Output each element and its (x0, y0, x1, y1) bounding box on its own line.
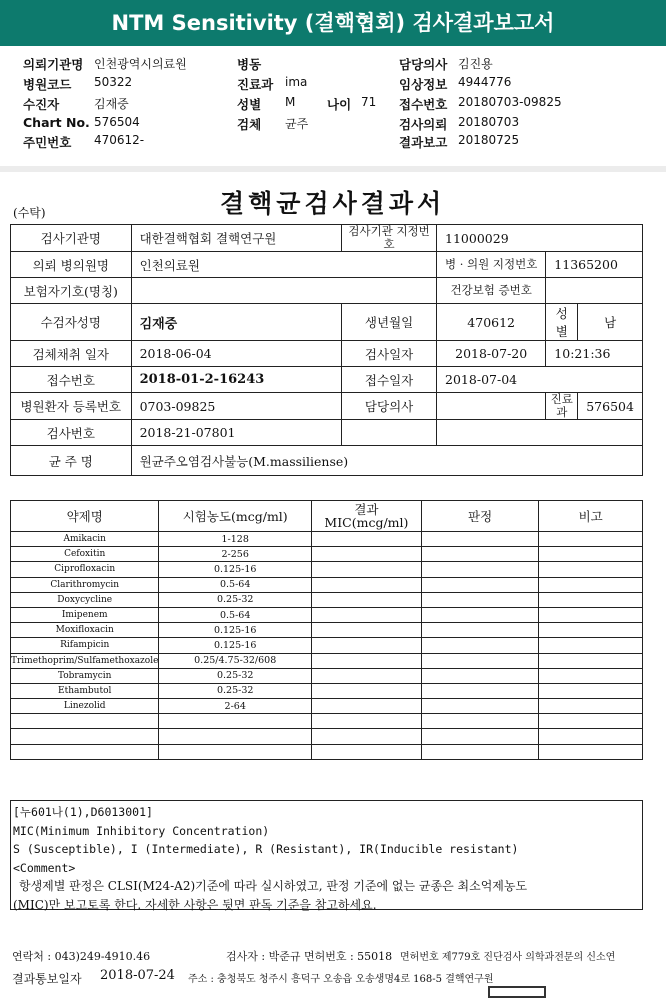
drug-row (11, 714, 643, 729)
drug-row (11, 547, 643, 562)
drug-row (11, 607, 643, 622)
test-concentration: 2-256 (159, 547, 312, 562)
collect-label: 검체채취 일자 (11, 341, 132, 367)
lab-no-label: 검사기관 지정번호 (342, 225, 437, 252)
drug-name: Trimethoprim/Sulfamethoxazole (11, 653, 159, 668)
dept-row: 진료과 ima (237, 75, 308, 92)
drug-row (11, 532, 643, 547)
sex-row: 성별 M (237, 95, 296, 112)
insurer-label: 보험자기호(명칭) (11, 278, 132, 304)
receipt-value: 2018-01-2-16243 (131, 367, 342, 393)
notes-box (10, 800, 643, 910)
mic-result (311, 562, 421, 577)
consignment-mark: (수탁) (13, 206, 46, 220)
strain-value: 원균주오염검사불능(M.massiliense) (131, 446, 642, 476)
judgement (421, 547, 539, 562)
hosp-no-value: 11365200 (546, 252, 643, 278)
scanned-result-document (0, 172, 666, 1000)
remark (539, 714, 643, 729)
judgement (421, 592, 539, 607)
judgement (421, 683, 539, 698)
mic-result (311, 668, 421, 683)
mic-result (311, 607, 421, 622)
drug-row (11, 577, 643, 592)
test-concentration: 0.5-64 (159, 607, 312, 622)
remark (539, 668, 643, 683)
patient-label: 수검자성명 (11, 304, 132, 341)
test-concentration: 0.25-32 (159, 683, 312, 698)
physician-value (437, 393, 546, 420)
mic-result (311, 729, 421, 744)
remark (539, 562, 643, 577)
note-comment-heading: <Comment> (13, 860, 76, 875)
test-concentration (159, 744, 312, 759)
drug-row (11, 623, 643, 638)
empty-cell (437, 420, 643, 446)
patient-value: 김재중 (131, 304, 342, 341)
examiner: 검사자 : 박준규 면허번호 : 55018 (226, 950, 393, 963)
remark (539, 577, 643, 592)
drug-name: Imipenem (11, 607, 159, 622)
drug-row (11, 653, 643, 668)
dept-label: 진료과 (546, 393, 578, 420)
report-header (0, 46, 666, 166)
drug-row (11, 699, 643, 714)
drug-row (11, 562, 643, 577)
examinee-row: 수진자 김재중 (23, 97, 129, 112)
seal-stamp (488, 986, 546, 998)
mic-result (311, 744, 421, 759)
remark (539, 547, 643, 562)
test-concentration: 0.25/4.75-32/608 (159, 653, 312, 668)
remark (539, 623, 643, 638)
test-concentration: 0.125-16 (159, 623, 312, 638)
document-title: 결핵균검사결과서 (220, 189, 446, 218)
hospital-code-row: 병원코드 50322 (23, 75, 133, 92)
contact: 연락처 : 043)249-4910.46 (12, 950, 151, 963)
test-date-label: 검사일자 (342, 341, 437, 367)
drug-name (11, 714, 159, 729)
judgement (421, 653, 539, 668)
address: 주소 : 충청북도 청주시 흥덕구 오송읍 오송생명4로 168-5 결핵연구원 (188, 974, 494, 985)
test-concentration: 1-128 (159, 532, 312, 547)
judgement (421, 607, 539, 622)
req-hosp-label: 의뢰 병의원명 (11, 252, 132, 278)
remark (539, 699, 643, 714)
drug-row (11, 729, 643, 744)
request-row: 검사의뢰 20180703 (399, 115, 520, 132)
drug-row (11, 668, 643, 683)
remark (539, 592, 643, 607)
hosp-no-label: 병 · 의원 지정번호 (437, 252, 546, 278)
mic-result (311, 714, 421, 729)
drug-name: Rifampicin (11, 638, 159, 653)
drug-rows (11, 532, 643, 760)
collect-value: 2018-06-04 (131, 341, 342, 367)
receipt-date-label: 접수일자 (342, 367, 437, 393)
judgement (421, 699, 539, 714)
test-no-label: 검사번호 (11, 420, 132, 446)
chart-no-row: Chart No. 576504 (23, 115, 140, 130)
remark (539, 607, 643, 622)
header-mic: 결과 MIC(mcg/ml) (311, 501, 421, 532)
sex-label: 성별 (546, 304, 578, 341)
judgement (421, 623, 539, 638)
health-ins-value (546, 278, 643, 304)
header-judgement: 판정 (421, 501, 539, 532)
drug-name: Ciprofloxacin (11, 562, 159, 577)
health-ins-label: 건강보험 증번호 (437, 278, 546, 304)
lab-no-value: 11000029 (437, 225, 643, 252)
mic-result (311, 592, 421, 607)
remark (539, 744, 643, 759)
test-time-value: 10:21:36 (546, 341, 643, 367)
judgement (421, 668, 539, 683)
drug-name: Moxifloxacin (11, 623, 159, 638)
drug-name: Ethambutol (11, 683, 159, 698)
lab-label: 검사기관명 (11, 225, 132, 252)
institution-row: 의뢰기관명 인천광역시의료원 (23, 57, 187, 72)
header-drug: 약제명 (11, 501, 159, 532)
mic-result (311, 638, 421, 653)
receipt-date-value: 2018-07-04 (437, 367, 643, 393)
lab-value: 대한결핵협회 결핵연구원 (131, 225, 342, 252)
remark (539, 638, 643, 653)
mic-result (311, 532, 421, 547)
patient-info-table (10, 224, 643, 476)
remark (539, 683, 643, 698)
test-concentration: 0.125-16 (159, 638, 312, 653)
hosp-reg-value: 0703-09825 (131, 393, 342, 420)
drug-name (11, 744, 159, 759)
drug-name: Linezolid (11, 699, 159, 714)
receipt-no-row: 접수번호 20180703-09825 (399, 95, 562, 112)
test-concentration: 0.25-32 (159, 592, 312, 607)
header-concentration: 시험농도(mcg/ml) (159, 501, 312, 532)
physician-label: 담당의사 (342, 393, 437, 420)
sex-value: 남 (578, 304, 643, 341)
empty-cell (342, 420, 437, 446)
judgement (421, 729, 539, 744)
report-row: 결과보고 20180725 (399, 133, 520, 150)
header-note: 비고 (539, 501, 643, 532)
drug-name: Tobramycin (11, 668, 159, 683)
mic-result (311, 623, 421, 638)
note-comment-line2: (MIC)만 보고토록 한다. 자세한 사항은 뒷면 판독 기준을 참고하세요. (13, 897, 377, 912)
license: 면허번호 제779호 진단검사 의학과전문의 신소연 (400, 952, 616, 963)
drug-name: Cefoxitin (11, 547, 159, 562)
drug-name (11, 729, 159, 744)
notify-label: 결과통보일자 (12, 972, 82, 986)
insurer-value (131, 278, 436, 304)
dob-value: 470612 (437, 304, 546, 341)
remark (539, 532, 643, 547)
mic-result (311, 699, 421, 714)
susceptibility-table (10, 500, 643, 760)
clinical-row: 임상정보 4944776 (399, 75, 512, 92)
note-comment-line1: 항생제별 판정은 CLSI(M24-A2)기준에 따라 실시하였고, 판정 기준에 없는 균종은 최소억제농도 (19, 879, 528, 893)
dept-value: 576504 (578, 393, 643, 420)
drug-name: Clarithromycin (11, 577, 159, 592)
judgement (421, 562, 539, 577)
test-concentration (159, 714, 312, 729)
note-code: [누601나(1),D6013001] (13, 805, 153, 819)
dob-label: 생년월일 (342, 304, 437, 341)
mic-result (311, 653, 421, 668)
strain-label: 균 주 명 (11, 446, 132, 476)
report-title: NTM Sensitivity (결핵협회) 검사결과보고서 (0, 0, 666, 46)
specimen-row: 검체 균주 (237, 117, 309, 132)
notify-date: 2018-07-24 (100, 968, 175, 983)
hosp-reg-label: 병원환자 등록번호 (11, 393, 132, 420)
drug-row (11, 744, 643, 759)
ward-row: 병동 (237, 57, 262, 72)
judgement (421, 532, 539, 547)
test-concentration: 0.25-32 (159, 668, 312, 683)
judgement (421, 638, 539, 653)
note-mic-definition: MIC(Minimum Inhibitory Concentration) (13, 823, 270, 838)
drug-row (11, 592, 643, 607)
mic-result (311, 547, 421, 562)
judgement (421, 744, 539, 759)
remark (539, 729, 643, 744)
test-concentration: 2-64 (159, 699, 312, 714)
resident-no-row: 주민번호 470612- (23, 133, 145, 150)
drug-name: Doxycycline (11, 592, 159, 607)
receipt-label: 접수번호 (11, 367, 132, 393)
test-no-value: 2018-21-07801 (131, 420, 342, 446)
mic-result (311, 683, 421, 698)
drug-row (11, 683, 643, 698)
test-date-value: 2018-07-20 (437, 341, 546, 367)
remark (539, 653, 643, 668)
age-row: 나이 71 (327, 95, 377, 112)
test-concentration (159, 729, 312, 744)
mic-result (311, 577, 421, 592)
drug-name: Amikacin (11, 532, 159, 547)
judgement (421, 577, 539, 592)
drug-row (11, 638, 643, 653)
test-concentration: 0.125-16 (159, 562, 312, 577)
note-legend: S (Susceptible), I (Intermediate), R (Resistant), IR(Inducible resistant) (13, 842, 519, 856)
test-concentration: 0.5-64 (159, 577, 312, 592)
req-hosp-value: 인천의료원 (131, 252, 436, 278)
judgement (421, 714, 539, 729)
doctor-row: 담당의사 김진용 (399, 57, 493, 72)
